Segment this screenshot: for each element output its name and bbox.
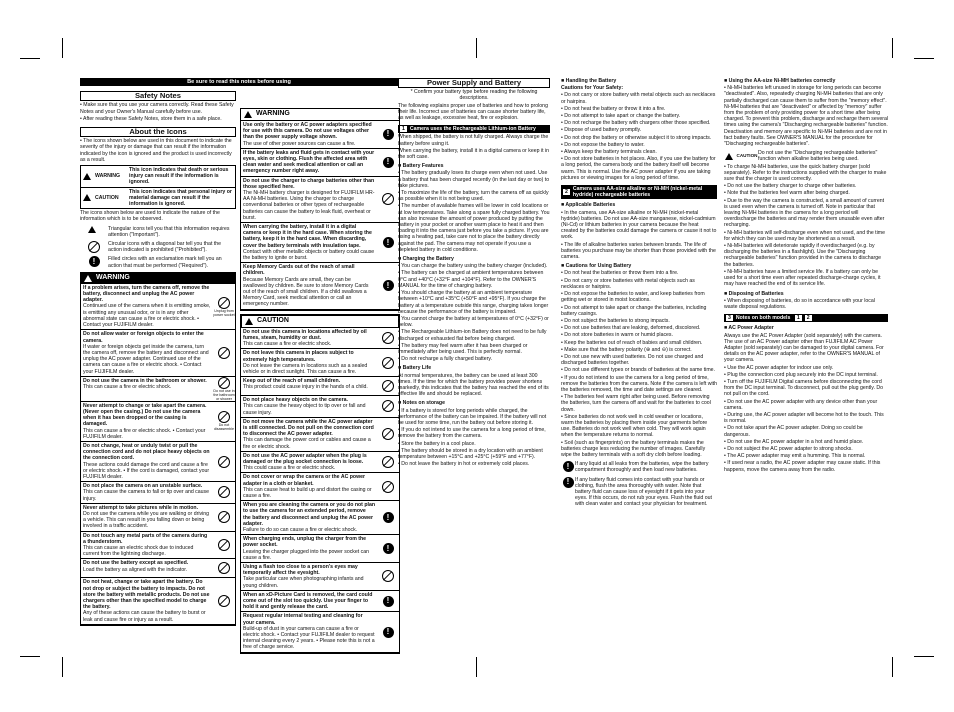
icon-caption: Do not use in the bathroom or shower bbox=[213, 388, 235, 401]
warning-triangle-icon bbox=[83, 173, 91, 180]
crop-mark bbox=[62, 38, 63, 58]
required-icon: ! bbox=[563, 477, 574, 488]
important-triangle-icon bbox=[88, 226, 96, 233]
using-item: • Do not attempt to take apart or change the batteries, including battery casings. bbox=[561, 305, 717, 317]
row-text: Do not use the camera while you are walking or driving a vehicle. This can result in you falling down or being involved in a traffic accident. bbox=[83, 510, 210, 530]
safety-row bbox=[241, 377, 399, 396]
row-heading: Keep Memory Cards out of the reach of small children. bbox=[243, 264, 355, 277]
severity-icon-table bbox=[80, 165, 236, 209]
safety-row bbox=[81, 578, 235, 624]
prohibited-icon bbox=[218, 511, 230, 523]
caution-box bbox=[240, 314, 400, 654]
ac-adapter-item: • Do not use the AC power adapter with any device other than your camera. bbox=[724, 399, 888, 411]
handling-item: • Do not store batteries in hot places. Also, if you use the battery for a long period, the camera body and the battery itself will become warm. This is normal. Use the AC power adapter if you are taking pictures or viewing images for a long period of time. bbox=[561, 156, 717, 181]
icon-caption: Do not disassemble bbox=[214, 423, 234, 432]
safety-row bbox=[241, 177, 399, 223]
safety-row bbox=[241, 349, 399, 377]
using-item: • The batteries feel warm right after being used. Before removing the batteries, turn the camera off and wait for the batteries to cool down. bbox=[561, 394, 717, 413]
prohibited-icon bbox=[218, 347, 230, 359]
nimh-item: • Note that the batteries feel warm after being charged. bbox=[724, 190, 888, 196]
row-heading: Do not change, heat or unduly twist or pull the connection cord and do not place heavy objects on the connection cord. bbox=[83, 442, 210, 462]
disposing-text: • When disposing of batteries, do so in accordance with your local waste disposal regulations. bbox=[724, 298, 888, 310]
row-text: Continued use of the camera when it is emitting smoke, is emitting any unusual odor, or is in any other abnormal state can cause a fire or electric shock. • Contact your FUJIFILM dealer. bbox=[83, 303, 211, 329]
prohibited-icon bbox=[382, 400, 394, 412]
safety-row bbox=[81, 504, 235, 532]
legend-important: Triangular icons tell you that this information requires attention ("Important"). bbox=[108, 225, 230, 238]
using-item: • If you do not intend to use the camera for a long period of time, remove the batteries from the camera. Note if the camera is left with the batteries removed, the time and date settings are cleared. bbox=[561, 375, 717, 394]
row-text: Load the battery as aligned with the indicator. bbox=[83, 566, 188, 573]
charging-item: • The battery may feel warm after it has been charged or immediately after being used. This is perfectly normal. bbox=[398, 343, 550, 355]
handling-item: • Do not carry or store battery with metal objects such as necklaces or hairpins. bbox=[561, 92, 717, 104]
nimh-item: • To charge Ni-MH batteries, use the quick battery charger (sold separately). Refer to the instructions supplied with the charger to make sure that the charger is used correctly. bbox=[724, 164, 888, 183]
power-intro: The following explains proper use of batteries and how to prolong their life. Incorrect use of batteries can cause shorter battery life, as well as leakage, excessive heat, fire or explosion. bbox=[398, 102, 548, 122]
caution-triangle-icon bbox=[83, 194, 91, 201]
using-item: • Make sure that the battery polarity (⊕ and ⊖) is correct. bbox=[561, 347, 717, 353]
charging-item: • You should charge the battery at an ambient temperature between +10°C and +35°C (+50°F and +95°F). If you charge the battery at a temperature outside this range, charging takes longer because the performance of the battery is impaired. bbox=[398, 290, 550, 315]
crop-mark bbox=[62, 657, 63, 677]
using-item: • Do not use new with used batteries. Do not use charged and discharged batteries together. bbox=[561, 354, 717, 366]
row-text: This can cause the camera to fall or tip over and cause injury. bbox=[83, 489, 210, 502]
row-text: Do not leave the camera in locations such as a sealed vehicle or in direct sunlight. This can cause a fire. bbox=[243, 362, 368, 375]
using-item: • Do not store batteries in warm or humid places. bbox=[561, 332, 717, 338]
prohibited-icon bbox=[382, 428, 394, 440]
row-heading: Do not cover or wrap the camera or the AC power adapter in a cloth or blanket. bbox=[243, 474, 366, 487]
row-heading: Using a flash too close to a person's eyes may temporarily affect the eyesight. bbox=[243, 563, 358, 577]
using-item: • Do not carry or store batteries with metal objects such as necklaces or hairpins. bbox=[561, 278, 717, 290]
row-heading: Do not use this camera in locations affected by oil fumes, steam, humidity or dust. bbox=[243, 328, 367, 341]
section-title: Camera uses AA-size alkaline or Ni-MH (nickel-metal hydride) rechargeable batteries bbox=[572, 186, 703, 199]
required-icon: ! bbox=[383, 627, 394, 638]
safety-notes-heading: Safety Notes bbox=[80, 91, 236, 101]
crop-mark bbox=[892, 657, 893, 677]
prohibited-icon bbox=[382, 481, 394, 493]
storage-heading: ■ Notes on storage bbox=[398, 400, 550, 406]
nimh-item: • Due to the way the camera is constructed, a small amount of current is used even when the camera is turned off. Note in particular that leaving Ni-MH batteries in the camera for a long period will overdischarge the batteries and may render them unusable even after recharging. bbox=[724, 198, 888, 229]
battery-features-heading: ■ Battery Features bbox=[398, 163, 550, 169]
section-3-header bbox=[724, 314, 888, 322]
row-heading: Do not use the AC power adapter when the plug is damaged or the plug socket connection is loose. bbox=[243, 452, 367, 465]
row-text: This can cause a fire or electric shock. • Contact your FUJIFILM dealer. bbox=[83, 427, 206, 440]
warning-description: This icon indicates that death or serious injury can result if the information is ignored. bbox=[129, 167, 229, 186]
row-heading: Do not touch any metal parts of the camera during a thunderstorm. bbox=[83, 532, 208, 545]
safety-row bbox=[241, 452, 399, 474]
storage-item: • The battery should be stored in a dry location with an ambient temperature between +15°C and +25°C (+59°F and +77°F). bbox=[398, 448, 550, 460]
safety-note: • After reading these Safety Notes, store them in a safe place. bbox=[80, 116, 236, 122]
caution-triangle-icon bbox=[725, 153, 733, 160]
handling-item: • Do not recharge the battery with chargers other those specified. bbox=[561, 120, 717, 126]
warning-triangle-icon bbox=[84, 275, 92, 282]
caution-label: CAUTION bbox=[736, 153, 758, 159]
battery-life-text: At normal temperatures, the battery can be used at least 300 times. If the time for which the battery provides power shortens markedly, this indicates that the battery has reached the end of its effective life and should be replaced. bbox=[398, 372, 549, 398]
caution-label: CAUTION bbox=[95, 194, 119, 201]
caution-triangle-icon bbox=[245, 318, 253, 325]
section-number: 3 bbox=[728, 315, 731, 322]
nimh-item: • Ni-MH batteries have a limited service life. If a battery can only be used for a short time even after repeated discharge-charge cycles, it may have reached the end of its service life. bbox=[724, 269, 888, 288]
row-heading: Do not move the camera while the AC power adapter is still connected. Do not pull on the connection cord to disconnect the AC power adapter. bbox=[243, 418, 374, 438]
nimh-caution-text: Do not use the "Discharging rechargeable batteries" function when alkaline batteries being used. bbox=[758, 150, 878, 163]
charging-item: • Do not recharge a fully charged battery. bbox=[398, 356, 550, 362]
row-heading: Never attempt to take pictures while in motion. bbox=[83, 504, 199, 511]
row-heading: Do not leave this camera in places subject to extremely high temperatures. bbox=[243, 350, 354, 363]
safety-row bbox=[241, 121, 399, 149]
section-title: Notes on both models bbox=[735, 315, 791, 322]
storage-item: • Do not leave the battery in hot or extremely cold places. bbox=[398, 461, 550, 467]
section-ref: 1 bbox=[796, 315, 800, 322]
using-item: • Since batteries do not work well in cold weather or locations, warm the batteries by placing them inside your garments before use. Batteries do not work well when cold. They will work again when the temperature returns to normal. bbox=[561, 414, 717, 439]
column-5 bbox=[724, 78, 888, 474]
charging-item: • You can charge the battery using the battery charger (included). bbox=[398, 263, 550, 269]
row-heading: Do not place the camera on an unstable surface. bbox=[83, 483, 203, 490]
crop-mark bbox=[476, 657, 477, 677]
column-4 bbox=[561, 78, 717, 508]
row-text: This can cause the heavy object to tip over or fall and cause injury. bbox=[243, 403, 366, 416]
handling-item: • Do not attempt to take apart or change the battery. bbox=[561, 113, 717, 119]
storage-item: • If a battery is stored for long periods while charged, the performance of the battery can be impaired. If the battery will not be used for some time, run the battery out before storing it. bbox=[398, 408, 550, 427]
prohibited-icon bbox=[382, 570, 394, 582]
caution-box-label: CAUTION bbox=[257, 317, 289, 325]
row-heading: If a problem arises, turn the camera off, remove the battery, disconnect and unplug the AC power adapter. bbox=[83, 284, 210, 304]
using-item: • Soil (such as fingerprints) on the battery terminals makes the batteries charge less reducing the number of images. Carefully wipe the battery terminals with a soft dry cloth before loading. bbox=[561, 440, 717, 459]
ac-adapter-text: Always use the AC Power Adapter (sold separately) with the camera. The use of an AC Power adapter other than FUJIFILM AC Power Adapter (sold separately) can be damaged to your digital camera. For details on the AC power adapter, refer to the OWNER'S MANUAL of your camera. bbox=[724, 332, 884, 364]
ac-adapter-item: • Do not subject the AC power adapter to strong shocks. bbox=[724, 446, 888, 452]
crop-mark bbox=[914, 58, 934, 59]
power-confirm: * Confirm your battery type before reading the following descriptions. bbox=[410, 89, 538, 102]
row-text: The Ni-MH battery charger is designed for FUJIFILM HR-AA Ni-MH batteries. Using the charger to charge conventional batteries or other types of rechargeable batteries can cause the battery to leak fluid, overheat or burst. bbox=[243, 190, 375, 221]
row-text: This can cause heat to build up and distort the casing or cause a fire. bbox=[243, 486, 372, 499]
row-text: This can damage the power cord or cables and cause a fire or electric shock. bbox=[243, 437, 371, 450]
warning-triangle-icon bbox=[244, 111, 252, 118]
safety-row bbox=[241, 418, 399, 452]
required-icon: ! bbox=[383, 543, 394, 554]
prohibited-icon bbox=[218, 456, 230, 468]
warning-box-label: WARNING bbox=[96, 274, 130, 282]
safety-row bbox=[81, 402, 235, 442]
handling-item: • Dispose of used battery promptly. bbox=[561, 127, 717, 133]
handling-item: • Do not expose the battery to water. bbox=[561, 142, 717, 148]
about-icons-intro: • The icons shown below are used in this document to indicate the severity of the injury or damage that can result if the information indicated by the icon is ignored and the product is used incorrectly as a result. bbox=[80, 138, 236, 163]
required-icon: ! bbox=[383, 237, 394, 248]
prohibited-icon bbox=[382, 380, 394, 392]
feature-item: • The number of available frames will be lower in cold locations or at low temperatures. Take along a spare fully charged battery. You can also increase the amount of power produced by putting the battery in your pocket or another warm place to heat it and then loading it into the camera just before you take a picture. If you are using a heating pad, take care not to place the battery directly against the pad. The camera may not operate if you use a depleted battery in cold conditions. bbox=[398, 203, 550, 253]
prohibited-icon bbox=[218, 539, 230, 551]
prohibited-icon bbox=[382, 357, 394, 369]
safety-row bbox=[241, 591, 399, 613]
row-text: Leaving the charger plugged into the power socket can cause a fire. bbox=[243, 548, 370, 561]
icon-caption: Unplug from power socket bbox=[213, 308, 235, 317]
nimh-heading: ■ Using the AA-size Ni-MH batteries correctly bbox=[724, 78, 888, 84]
read-before-use-bar: Be sure to read this notes before using bbox=[80, 78, 398, 86]
legend-prohibited: Circular icons with a diagonal bar tell you that the action indicated is prohibited ("Prohibited"). bbox=[108, 241, 222, 254]
row-text: This can cause a fire or electric shock. bbox=[83, 383, 172, 390]
row-heading: Never attempt to change or take apart the camera. (Never open the casing.) Do not use the camera when it has been dropped or the casing is damaged. bbox=[83, 402, 207, 428]
row-heading: When charging ends, unplug the charger from the power socket. bbox=[243, 536, 367, 549]
ac-adapter-item: • Do not take apart the AC power adapter. Doing so could be dangerous. bbox=[724, 425, 888, 437]
warning-label: WARNING bbox=[95, 173, 121, 180]
safety-row bbox=[241, 263, 399, 309]
row-heading: Request regular internal testing and cleaning for your camera. bbox=[243, 613, 363, 626]
row-text: These actions could damage the cord and cause a fire or electric shock. • If the cord is damaged, contact your FUJIFILM dealer. bbox=[83, 461, 210, 480]
warning-box-2 bbox=[240, 108, 400, 311]
required-icon: ! bbox=[383, 280, 394, 291]
prohibited-icon bbox=[382, 332, 394, 344]
charging-item: • You cannot charge the battery at temperatures of 0°C (+32°F) or below. bbox=[398, 316, 550, 328]
ac-adapter-item: • Plug the connection cord plug securely into the DC input terminal. bbox=[724, 372, 888, 378]
crop-mark bbox=[892, 38, 893, 58]
row-text: Take particular care when photographing infants and young children. bbox=[243, 576, 364, 589]
safety-row bbox=[241, 396, 399, 418]
warning-box-1 bbox=[80, 272, 236, 626]
row-heading: If the battery leaks and fluid gets in contact with your eyes, skin or clothing. Flush the affected area with clean water and seek medical attention or call an emergency number right away. bbox=[243, 149, 375, 175]
row-text: If water or foreign objects get inside the camera, turn the camera off, remove the battery and disconnect and unplug the AC power adapter. Continued use of the camera can cause a fire or electric shock. • Contact your FUJIFILM dealer. bbox=[83, 343, 209, 375]
applicable-text: • In the camera, use AA-size alkaline or Ni-MH (nickel-metal hydride) batteries. Do not use AA-size manganese, nickel-cadmium (Ni-Cd) or lithium batteries in your camera because the heat created by the batteries could damage the camera or cause it not to work. bbox=[561, 210, 717, 241]
safety-row bbox=[81, 377, 235, 402]
ac-adapter-item: • If used near a radio, the AC power adapter may cause static. If this happens, move the camera away from the radio. bbox=[724, 460, 888, 472]
using-item: • Do not subject the batteries to strong impacts. bbox=[561, 318, 717, 324]
required-icon: ! bbox=[383, 129, 394, 140]
row-text: Contact with other metallic objects or battery could cause the battery to ignite or burst. bbox=[243, 248, 375, 262]
handling-item: • Do not heat the battery or throw it into a fire. bbox=[561, 106, 717, 112]
fluid-note: If any battery fluid comes into contact with your hands or clothing, flush the area thoroughly with water. Note that battery fluid can cause loss of eyesight if it gets into your eyes. If this occurs, do not rub your eyes. Flush the fluid out with clean water and contact your physician for treatment. bbox=[575, 476, 712, 508]
row-heading: Use only the battery or AC power adapters specified for use with this camera. Do not use voltages other than the power supply voltage shown. bbox=[243, 122, 372, 141]
prohibited-icon bbox=[218, 377, 230, 389]
row-heading: Do not use the charger to charge batteries other than those specified here. bbox=[243, 177, 375, 190]
prohibited-icon bbox=[218, 595, 230, 607]
using-item: • Keep the batteries out of reach of babies and small children. bbox=[561, 340, 717, 346]
safety-row bbox=[241, 535, 399, 563]
nimh-intro: • Ni-MH batteries left unused in storage for long periods can become "deactivated". Also, repeatedly charging Ni-MH batteries that are only partially discharged can cause them to suffer from the "memory effect". Ni-MH batteries that are "deactivated" or affected by "memory" suffer from the problem of only providing power for a short time after being charged. To prevent this problem, discharge and recharge them several times using the camera's "Discharging rechargeable batteries" function. Deactivation and memory are specific to Ni-MH batteries and are not in fact battery faults. See OWNER'S MANUAL for the procedure for "Discharging rechargeable batteries". bbox=[724, 85, 888, 147]
safety-row bbox=[81, 284, 235, 330]
caution-description: This icon indicates that personal injury or material damage can result if the information is ignored. bbox=[129, 188, 232, 208]
row-heading: Do not use the battery except as specified. bbox=[83, 560, 189, 567]
ac-adapter-item: • The AC power adapter may emit a humming. This is normal. bbox=[724, 453, 888, 459]
charging-heading: ■ Charging the Battery bbox=[398, 256, 550, 262]
required-icon: ! bbox=[383, 512, 394, 523]
row-text: Failure to do so can cause a fire or electric shock. bbox=[243, 526, 358, 533]
using-item: • Do not use different types or brands of batteries at the same time. bbox=[561, 367, 717, 373]
nimh-item: • Ni-MH batteries will self-discharge even when not used, and the time for which they can be used may be shortened as a result. bbox=[724, 230, 888, 242]
applicable-text: • The life of alkaline batteries varies between brands. The life of batteries you purchase may be shorter than those provided with the camera. bbox=[561, 242, 717, 261]
crop-mark bbox=[20, 656, 40, 657]
power-note: When shipped, the battery is not fully charged. Always charge the battery before using it. bbox=[398, 134, 549, 147]
row-text: This can cause a fire or electric shock. bbox=[243, 341, 332, 348]
required-icon: ! bbox=[89, 256, 100, 267]
row-text: Because Memory Cards are small, they can be swallowed by children. Be sure to store Memory Cards out of the reach of small children. If a child swallows a Memory Card, seek medical attention or call an emergency number. bbox=[243, 276, 369, 308]
crop-mark bbox=[20, 58, 40, 59]
using-item: • Do not heat the batteries or throw them into a fire. bbox=[561, 270, 717, 276]
prohibited-icon bbox=[218, 562, 230, 574]
applicable-heading: ■ Applicable Batteries bbox=[561, 202, 717, 208]
section-title: Camera uses the Rechargeable Lithium-ion Battery bbox=[409, 126, 536, 133]
prohibited-icon bbox=[218, 411, 230, 423]
storage-item: • If you do not intend to use the camera for a long period of time, remove the battery from the camera. bbox=[398, 427, 550, 439]
crop-mark bbox=[476, 38, 477, 58]
ac-adapter-heading: ■ AC Power Adapter bbox=[724, 325, 888, 331]
safety-row bbox=[241, 612, 399, 652]
nimh-item: • Ni-MH batteries will deteriorate rapidly if overdischarged (e.g. by discharging the batteries in a flashlight). Use the "Discharging rechargeable batteries" function provided in the camera to discharge the batteries. bbox=[724, 243, 888, 268]
charging-item: • The battery can be charged at ambient temperatures between 0°C and +40°C (+32°F and +104°F). Refer to the OWNER'S MANUAL for the time of charging battery. bbox=[398, 270, 550, 289]
ac-adapter-item: • Turn off the FUJIFILM Digital camera before disconnecting the cord from the DC input terminal. To disconnect, pull out the plug gently. Do not pull on the cord. bbox=[724, 379, 888, 398]
safety-row bbox=[81, 482, 235, 504]
feature-item: • The battery gradually loses its charge even when not used. Use a battery that has been charged recently (in the last day or two) to take pictures. bbox=[398, 170, 550, 189]
required-icon: ! bbox=[383, 157, 394, 168]
using-item: • Do not expose the batteries to water, and keep batteries from getting wet or stored in moist locations. bbox=[561, 291, 717, 303]
warning-box-label: WARNING bbox=[256, 110, 290, 118]
row-heading: When you are cleaning the camera or you do not plan to use the camera for an extended period, remove the battery and disconnect and unplug the AC power adapter. bbox=[243, 502, 376, 527]
nimh-item: • Do not use the battery charger to charge other batteries. bbox=[724, 183, 888, 189]
prohibited-icon bbox=[382, 193, 394, 205]
row-text: Build-up of dust in your camera can cause a fire or electric shock. • Contact your FUJIFILM dealer to request internal cleaning every 2 years. • Please note this is not a free of charge service. bbox=[243, 625, 375, 651]
power-supply-heading: Power Supply and Battery bbox=[398, 78, 550, 88]
section-number: 1 bbox=[402, 126, 405, 133]
ac-adapter-item: • Do not use the AC power adapter in a hot and humid place. bbox=[724, 439, 888, 445]
safety-row bbox=[241, 563, 399, 591]
prohibited-icon bbox=[88, 241, 100, 253]
safety-row bbox=[241, 149, 399, 177]
safety-row bbox=[81, 532, 235, 560]
safety-row bbox=[81, 559, 235, 578]
using-item: • Do not use batteries that are leaking, deformed, discolored. bbox=[561, 325, 717, 331]
handling-heading: ■ Handling the Battery bbox=[561, 78, 717, 84]
row-heading: When an xD-Picture Card is removed, the card could come out of the slot too quickly. Use your finger to hold it and gently release the card. bbox=[243, 591, 373, 611]
power-note: When carrying the battery, install it in a digital camera or keep it in the soft case. bbox=[398, 147, 549, 161]
row-heading: Do not allow water or foreign objects to enter the camera. bbox=[83, 331, 204, 344]
safety-note: • Make sure that you use your camera correctly. Read these Safety Notes and your Owner's Manual carefully before use. bbox=[80, 102, 236, 114]
prohibited-icon bbox=[218, 297, 230, 309]
row-heading: Keep out of the reach of small children. bbox=[243, 378, 341, 385]
row-heading: Do not heat, change or take apart the battery. Do not drop or subject the battery to impacts. Do not store the battery with metallic products. Do not use chargers other than the specified model to charge the battery. bbox=[83, 579, 210, 611]
disposing-heading: ■ Disposing of Batteries bbox=[724, 291, 888, 297]
prohibited-icon bbox=[218, 486, 230, 498]
safety-row bbox=[241, 501, 399, 535]
handling-cautions: Cautions for Your Safety: bbox=[561, 85, 624, 92]
nimh-caution bbox=[724, 150, 888, 162]
safety-row bbox=[241, 473, 399, 501]
column-3 bbox=[398, 78, 550, 468]
storage-item: • Store the battery in a cool place. bbox=[398, 441, 550, 447]
cautions-using-heading: ■ Cautions for Using Battery bbox=[561, 263, 717, 269]
safety-row bbox=[81, 442, 235, 482]
column-2 bbox=[240, 108, 400, 654]
safety-row bbox=[241, 328, 399, 350]
about-icons-intro2: The icons shown below are used to indicate the nature of the information which is to be observed. bbox=[80, 210, 220, 223]
ac-adapter-item: • During use, the AC power adapter will become hot to the touch. This is normal. bbox=[724, 412, 888, 424]
battery-life-heading: ■ Battery Life bbox=[398, 365, 550, 371]
row-text: The use of other power sources can cause a fire. bbox=[243, 140, 356, 147]
section-ref: 2 bbox=[806, 315, 810, 322]
ac-adapter-item: • Use the AC power adapter for indoor use only. bbox=[724, 365, 888, 371]
required-icon: ! bbox=[563, 461, 574, 472]
row-text: Any of these actions can cause the battery to burst or leak and cause fire or injury as a result. bbox=[83, 610, 206, 623]
handling-item: • Do not drop the battery or otherwise subject it to strong impacts. bbox=[561, 135, 717, 141]
section-2-header bbox=[561, 185, 717, 199]
feature-item: • To maximize the life of the battery, turn the camera off as quickly as possible when it is not being used. bbox=[398, 190, 550, 202]
row-heading: When carrying the battery, install it in a digital camera or keep it in the hard case. When storing the battery, keep it in the hard case. When discarding, cover the battery terminals with insulation tape. bbox=[243, 224, 372, 249]
leak-note: If any liquid at all leaks from the batteries, wipe the battery compartment thoroughly and then load new batteries. bbox=[575, 461, 709, 474]
safety-row bbox=[241, 223, 399, 263]
row-text: This product could cause injury in the hands of a child. bbox=[243, 384, 368, 391]
crop-mark bbox=[914, 656, 934, 657]
safety-row bbox=[81, 330, 235, 376]
row-heading: Do not use the camera in the bathroom or shower. bbox=[83, 377, 207, 384]
section-1-header bbox=[398, 125, 550, 133]
row-text: This could cause a fire or electric shock. bbox=[243, 465, 336, 472]
charging-item: • The Rechargeable Lithium-ion Battery does not need to be fully discharged or exhausted flat before being charged. bbox=[398, 329, 550, 341]
row-text: This can cause an electric shock due to induced current from the lightning discharge. bbox=[83, 544, 194, 558]
about-icons-heading: About the Icons bbox=[80, 127, 236, 137]
handling-item: • Always keep the battery terminals clean. bbox=[561, 149, 717, 155]
row-heading: Do not place heavy objects on the camera. bbox=[243, 397, 348, 404]
legend-required: Filled circles with an exclamation mark tell you an action that must be performed ("Required"). bbox=[108, 256, 222, 269]
section-number: 2 bbox=[565, 189, 568, 196]
prohibited-icon bbox=[382, 456, 394, 468]
required-icon: ! bbox=[383, 596, 394, 607]
